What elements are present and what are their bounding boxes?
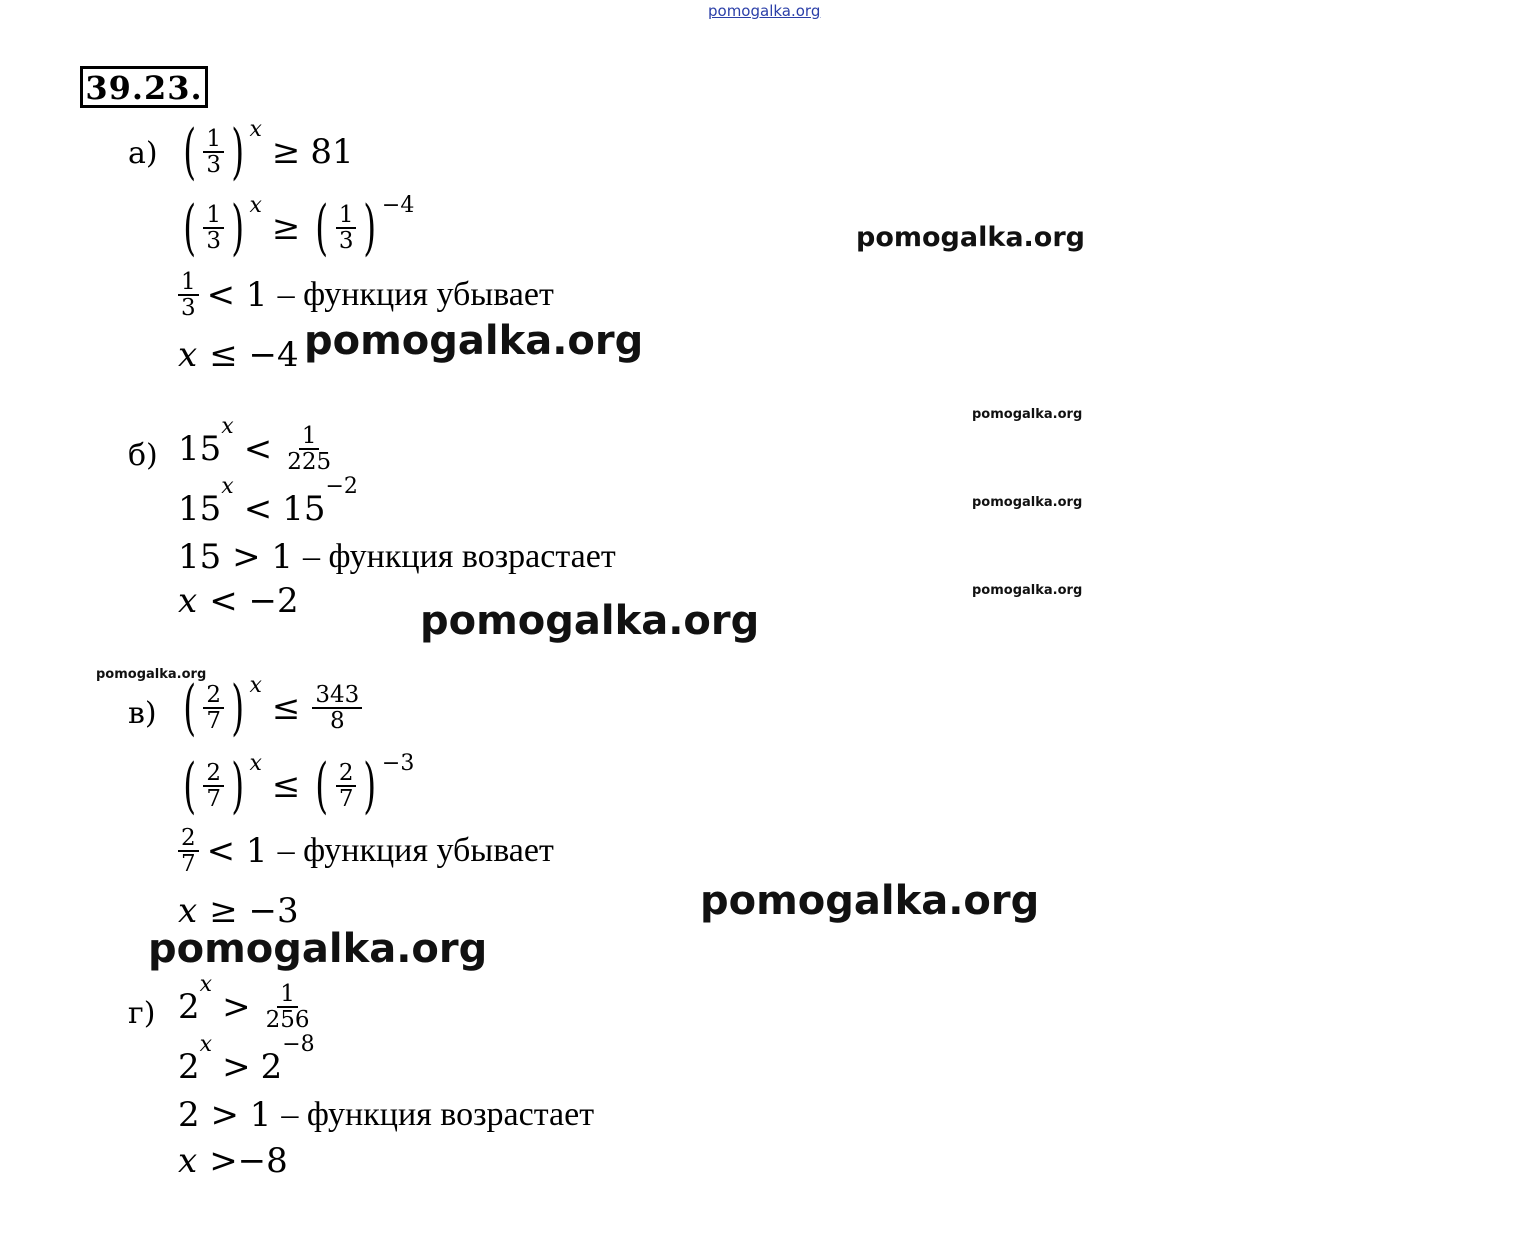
- part-v-line-3: [176, 826, 554, 876]
- exponent: x: [249, 673, 262, 698]
- watermark-text: pomogalka.org: [420, 598, 760, 644]
- watermark-text: pomogalka.org: [304, 318, 644, 364]
- fraction-denominator: 7: [206, 786, 222, 812]
- variable: x: [178, 581, 198, 621]
- watermark-text: pomogalka.org: [972, 495, 1083, 510]
- fraction-denominator: 7: [338, 786, 354, 812]
- fraction-numerator: 343: [312, 683, 362, 709]
- part-b-line-2: [178, 474, 358, 529]
- part-g-line-2: [178, 1032, 315, 1087]
- part-a-line-2: ( $\frac{1}{3}$ ) $^x$ ≥ ( $\frac{1}{3}$ ) $^{-4}$: [183, 193, 415, 263]
- rhs-base: 15: [282, 489, 326, 529]
- exponent: x: [221, 414, 234, 440]
- part-a-line-1: ( $\frac{1}{3}$ ) $^x$ ≥ 81: [183, 117, 354, 187]
- operator: <: [243, 489, 273, 529]
- part-g-label: г): [128, 996, 156, 1031]
- variable: x: [178, 335, 198, 375]
- problem-number: 39.23.: [80, 66, 208, 108]
- exponent: x: [199, 1032, 213, 1057]
- part-v-line-1: ( $\frac{2}{7}$ ) $^x$ ≤ $\frac{343}{8}$: [178, 678, 364, 738]
- exponent: x: [221, 474, 234, 499]
- fraction-numerator: 2: [203, 761, 224, 787]
- operator: ≥: [271, 208, 301, 248]
- base: 15: [178, 429, 222, 470]
- part-a-line-4: [178, 335, 299, 375]
- exponent: x: [249, 751, 262, 776]
- part-v-line-4: [178, 891, 299, 931]
- part-b-line-1: [178, 414, 336, 476]
- exponent: −4: [381, 193, 415, 218]
- operator: ≥: [271, 132, 301, 172]
- fraction-denominator: 3: [206, 152, 222, 178]
- exponent: x: [249, 117, 262, 142]
- inequality: < 1: [206, 831, 268, 872]
- fraction-denominator: 7: [181, 851, 196, 878]
- part-a-label: а): [128, 136, 158, 171]
- exponent: −3: [381, 751, 415, 776]
- operator: >: [222, 987, 251, 1028]
- part-v-label: в): [128, 696, 157, 731]
- fraction-numerator: 1: [277, 982, 298, 1008]
- inequality: 2 > 1: [178, 1095, 272, 1135]
- part-b-label: б): [128, 438, 158, 473]
- part-a-line-3: [176, 270, 554, 320]
- part-g-line-1: [178, 972, 314, 1034]
- watermark-top: pomogalka.org: [708, 2, 821, 20]
- watermark-text: pomogalka.org: [856, 222, 1085, 253]
- operator: ≤: [271, 688, 301, 728]
- fraction-denominator: 7: [206, 708, 222, 734]
- exponent: −2: [325, 474, 358, 499]
- rhs-base: 2: [260, 1047, 283, 1087]
- fraction-denominator: 256: [265, 1007, 310, 1034]
- watermark-text: pomogalka.org: [972, 407, 1083, 422]
- fraction-denominator: 3: [181, 295, 196, 322]
- variable: x: [178, 1141, 198, 1181]
- base: 15: [178, 489, 222, 529]
- answer: < −2: [209, 581, 299, 621]
- fraction-numerator: 2: [336, 761, 357, 787]
- part-b-line-3: [178, 537, 616, 577]
- fraction-numerator: 1: [178, 270, 199, 296]
- watermark-text: pomogalka.org: [96, 667, 207, 682]
- answer: ≤ −4: [209, 335, 299, 375]
- fraction-numerator: 1: [203, 127, 224, 153]
- part-v-line-2: ( $\frac{2}{7}$ ) $^x$ ≤ ( $\frac{2}{7}$ ) $^{-3}$: [183, 751, 415, 821]
- operator: <: [243, 429, 273, 470]
- inequality: 15 > 1: [178, 537, 293, 577]
- inequality: < 1: [206, 275, 268, 316]
- watermark-text: pomogalka.org: [148, 926, 488, 972]
- fraction-numerator: 1: [336, 203, 357, 229]
- part-g-line-4: [178, 1141, 288, 1181]
- fraction-denominator: 3: [206, 228, 222, 254]
- exponent: −8: [282, 1032, 315, 1057]
- answer: >−8: [209, 1141, 288, 1181]
- watermark-text: pomogalka.org: [700, 878, 1040, 924]
- watermark-text: pomogalka.org: [972, 583, 1083, 598]
- function-note: – функция возрастает: [303, 538, 616, 575]
- function-note: – функция убывает: [277, 276, 554, 314]
- answer: ≥ −3: [209, 891, 299, 931]
- exponent: x: [199, 972, 213, 998]
- function-note: – функция возрастает: [281, 1096, 595, 1133]
- fraction-numerator: 1: [203, 203, 224, 229]
- operator: ≤: [271, 766, 301, 806]
- fraction-denominator: 3: [338, 228, 354, 254]
- operator: >: [222, 1047, 251, 1087]
- fraction-denominator: 225: [287, 449, 332, 476]
- function-note: – функция убывает: [277, 832, 554, 870]
- part-b-line-4: [178, 581, 299, 621]
- part-g-line-3: [178, 1095, 595, 1135]
- variable: x: [178, 891, 198, 931]
- rhs-value: 81: [310, 132, 354, 172]
- base: 2: [178, 987, 200, 1028]
- fraction-numerator: 2: [203, 683, 224, 709]
- fraction-denominator: 8: [330, 708, 345, 734]
- fraction-numerator: 1: [299, 424, 320, 450]
- fraction-numerator: 2: [178, 826, 199, 852]
- base: 2: [178, 1047, 200, 1087]
- exponent: x: [249, 193, 262, 218]
